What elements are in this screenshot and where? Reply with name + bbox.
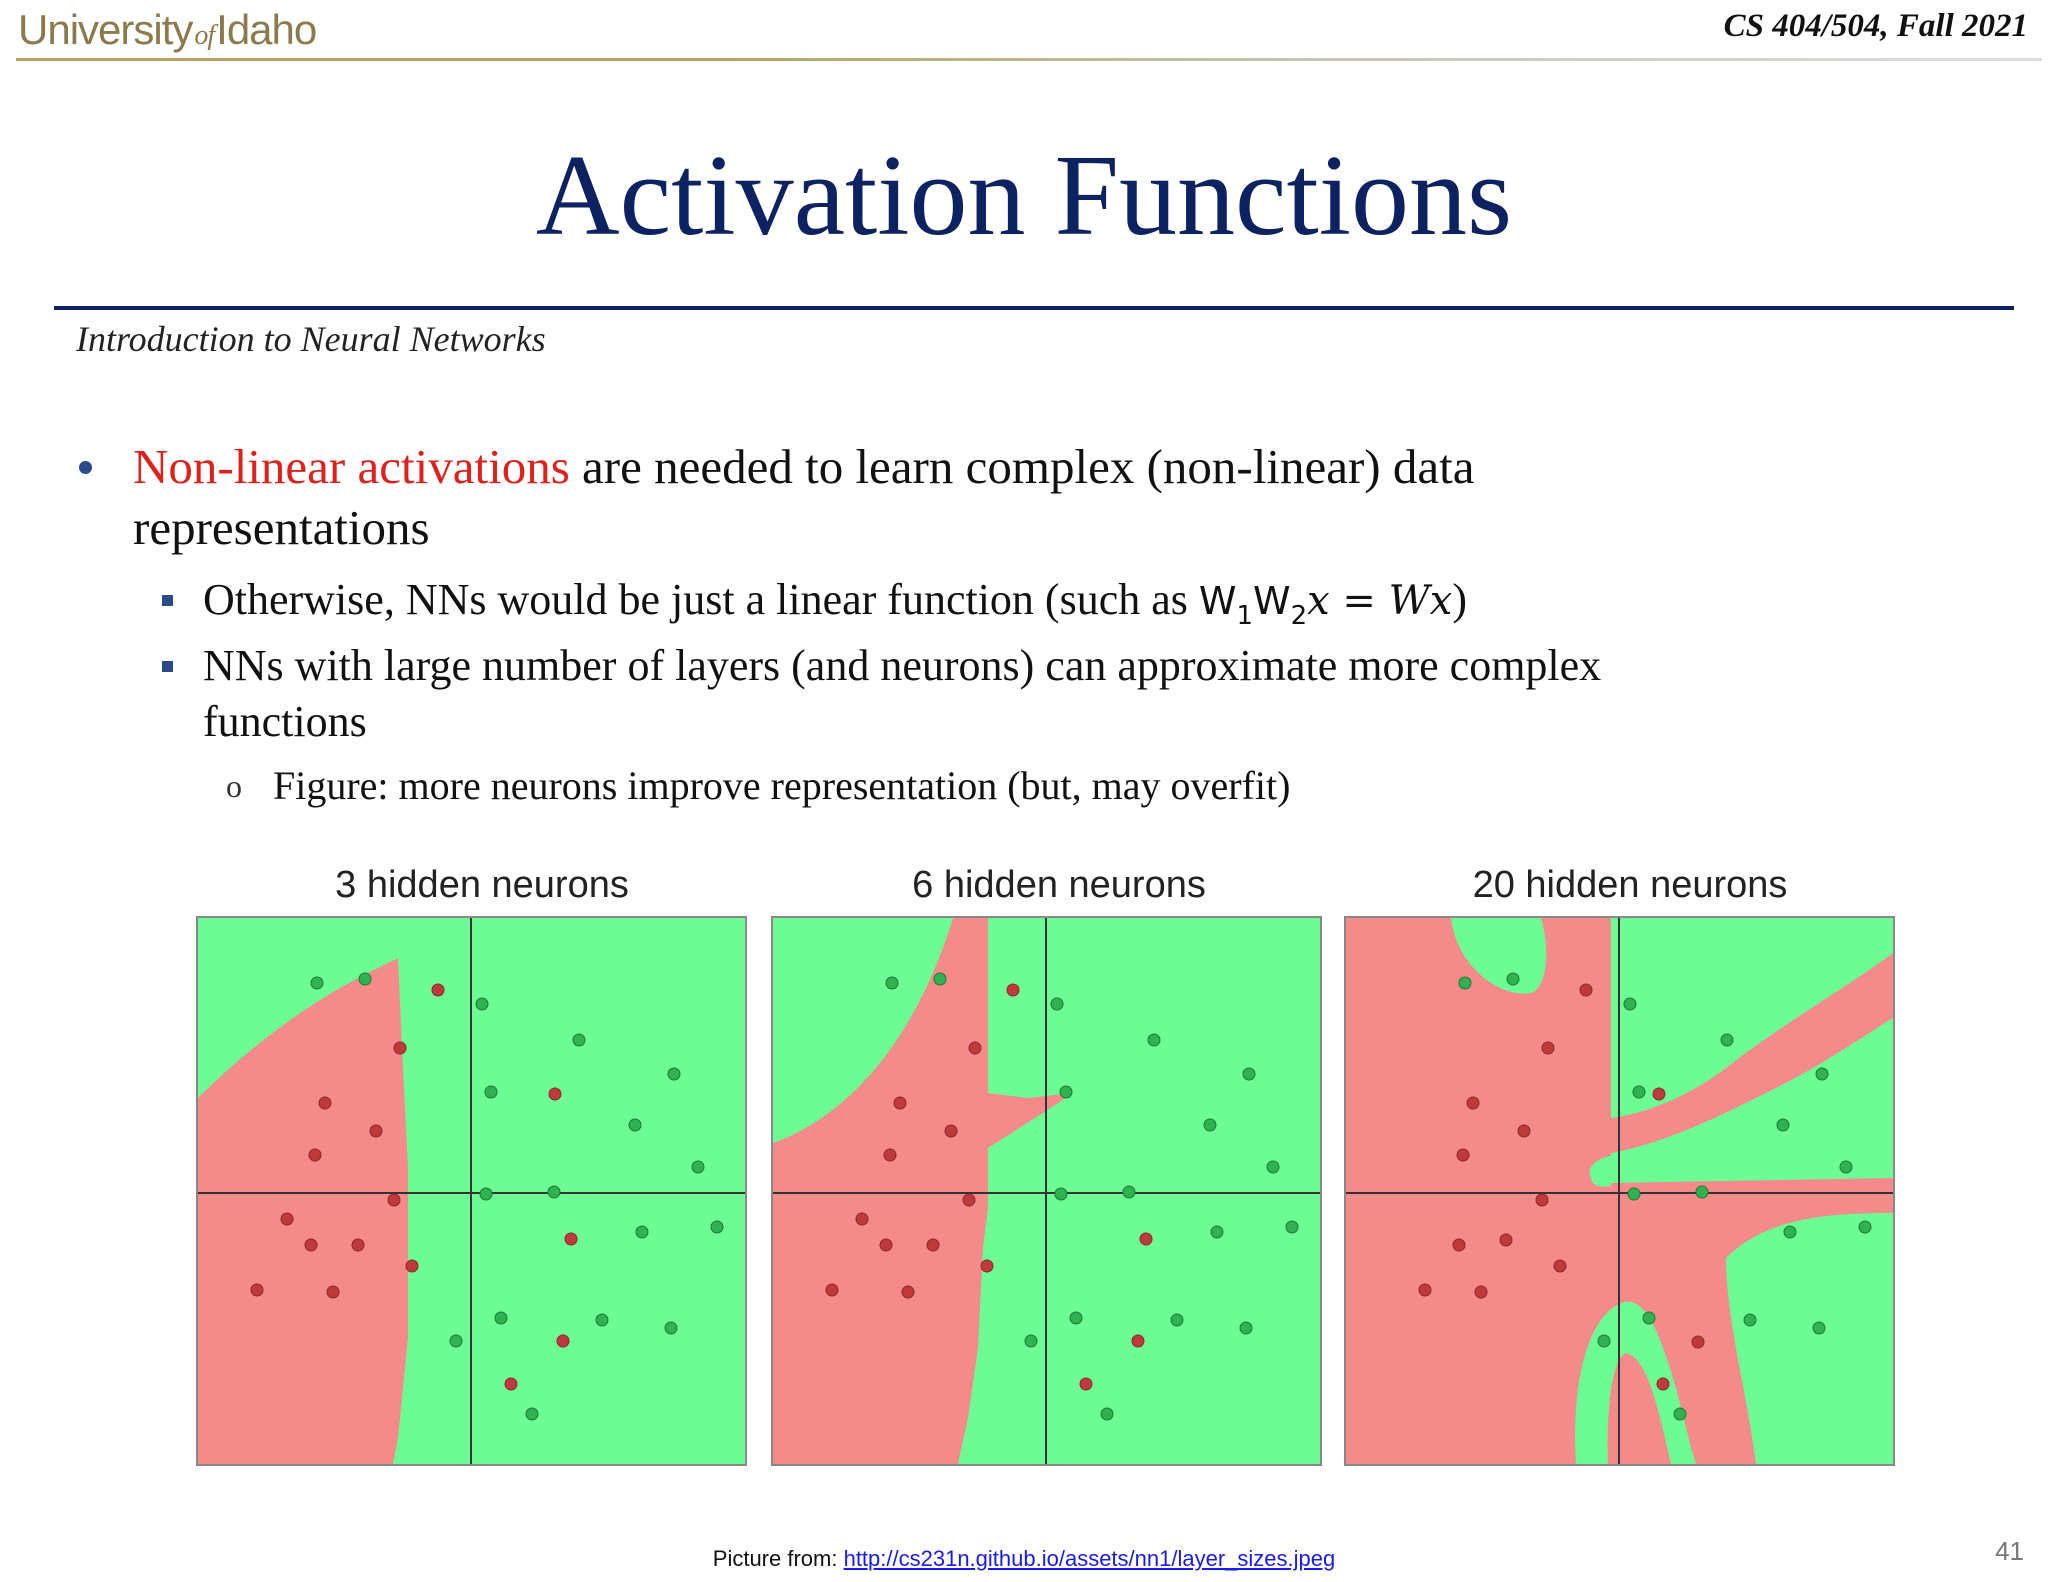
green-point xyxy=(1171,1314,1183,1326)
slide-title: Activation Functions xyxy=(535,132,1513,260)
green-point xyxy=(692,1161,704,1173)
figure-caption xyxy=(0,1546,2048,1572)
green-point xyxy=(1744,1314,1756,1326)
panel-title-20-neurons: 20 hidden neurons xyxy=(1472,864,1788,906)
green-point xyxy=(934,973,946,985)
green-point xyxy=(1813,1322,1825,1334)
green-point xyxy=(450,1335,462,1347)
green-point xyxy=(1598,1335,1610,1347)
bullet-1-line-2: representations xyxy=(133,500,430,555)
decision-boundary-svg xyxy=(1346,918,1893,1464)
university-logo xyxy=(18,6,316,54)
red-point xyxy=(927,1239,939,1251)
green-point xyxy=(495,1312,507,1324)
sub-sub-bullet-marker: o xyxy=(226,768,242,804)
red-point xyxy=(305,1239,317,1251)
green-point xyxy=(1101,1408,1113,1420)
green-point xyxy=(1784,1226,1796,1238)
green-point xyxy=(1286,1221,1298,1233)
green-point xyxy=(1633,1086,1645,1098)
red-point xyxy=(1467,1097,1479,1109)
green-point xyxy=(1243,1068,1255,1080)
decision-boundary-plot-20-neurons xyxy=(1344,916,1895,1466)
red-point xyxy=(388,1194,400,1206)
red-point xyxy=(1007,984,1019,996)
green-point xyxy=(1055,1188,1067,1200)
green-point xyxy=(1070,1312,1082,1324)
red-point xyxy=(880,1239,892,1251)
red-point xyxy=(1554,1260,1566,1272)
red-point xyxy=(1518,1125,1530,1137)
math-equation: x = Wx xyxy=(1307,578,1453,624)
panel-title-6-neurons: 6 hidden neurons xyxy=(912,864,1206,906)
green-point xyxy=(485,1086,497,1098)
title-divider xyxy=(54,306,2014,310)
green-point xyxy=(1507,973,1519,985)
red-point xyxy=(319,1097,331,1109)
red-point xyxy=(969,1042,981,1054)
red-point xyxy=(1500,1234,1512,1246)
sub-bullet-1 xyxy=(203,574,1467,631)
red-point xyxy=(327,1286,339,1298)
green-point xyxy=(1816,1068,1828,1080)
green-point xyxy=(359,973,371,985)
red-point xyxy=(981,1260,993,1272)
logo-idaho-text: Idaho xyxy=(216,6,317,53)
green-point xyxy=(668,1068,680,1080)
red-point xyxy=(352,1239,364,1251)
green-point xyxy=(1721,1034,1733,1046)
bullet-dot xyxy=(79,461,92,474)
decision-boundary-svg xyxy=(773,918,1320,1464)
sub-sub-bullet-text: Figure: more neurons improve representation (but, may overfit) xyxy=(273,763,1291,808)
green-point xyxy=(886,977,898,989)
caption-link[interactable]: http://cs231n.github.io/assets/nn1/layer_sizes.jpeg xyxy=(843,1546,1336,1571)
decision-boundary-svg xyxy=(198,918,745,1464)
green-point xyxy=(476,998,488,1010)
green-point xyxy=(1240,1322,1252,1334)
course-label: CS 404/504, Fall 2021 xyxy=(1723,8,2028,44)
green-point xyxy=(711,1221,723,1233)
red-point xyxy=(1580,984,1592,996)
red-point xyxy=(963,1194,975,1206)
red-point xyxy=(1080,1378,1092,1390)
decision-boundary-plot-6-neurons xyxy=(771,916,1322,1466)
green-point xyxy=(1148,1034,1160,1046)
red-point xyxy=(557,1335,569,1347)
sub-bullet-2-line-2: functions xyxy=(203,697,367,746)
red-point xyxy=(406,1260,418,1272)
red-point xyxy=(309,1149,321,1161)
green-point xyxy=(1643,1312,1655,1324)
red-point xyxy=(281,1213,293,1225)
red-point xyxy=(549,1088,561,1100)
sub-bullet-square xyxy=(162,661,173,672)
slide-subtitle: Introduction to Neural Networks xyxy=(76,319,546,359)
red-point xyxy=(1132,1335,1144,1347)
red-point xyxy=(1475,1286,1487,1298)
bullet-1-highlight: Non-linear activations xyxy=(133,439,570,494)
sub-bullet-2-line-1: NNs with large number of layers (and neurons) can approximate more complex xyxy=(203,641,1602,690)
red-point xyxy=(884,1149,896,1161)
sub-bullet-1-text: Otherwise, NNs would be just a linear function (such as xyxy=(203,575,1199,624)
red-point xyxy=(505,1378,517,1390)
green-point xyxy=(480,1188,492,1200)
green-point xyxy=(311,977,323,989)
red-point xyxy=(902,1286,914,1298)
bullet-1-line-1 xyxy=(133,438,1474,495)
red-point xyxy=(394,1042,406,1054)
green-point xyxy=(1859,1221,1871,1233)
red-point xyxy=(1542,1042,1554,1054)
header-divider xyxy=(16,58,2042,61)
green-point xyxy=(548,1186,560,1198)
green-point xyxy=(665,1322,677,1334)
green-point xyxy=(1204,1119,1216,1131)
green-region xyxy=(1726,1213,1893,1464)
red-point xyxy=(856,1213,868,1225)
red-point xyxy=(1657,1378,1669,1390)
red-point xyxy=(1453,1239,1465,1251)
green-point xyxy=(1840,1161,1852,1173)
red-point xyxy=(1536,1194,1548,1206)
green-point xyxy=(1459,977,1471,989)
red-point xyxy=(1140,1233,1152,1245)
red-point xyxy=(251,1284,263,1296)
green-point xyxy=(596,1314,608,1326)
caption-prefix: Picture from: xyxy=(712,1546,844,1571)
green-point xyxy=(1051,998,1063,1010)
red-point xyxy=(945,1125,957,1137)
green-point xyxy=(1267,1161,1279,1173)
decision-boundary-plot-3-neurons xyxy=(196,916,747,1466)
page-number: 41 xyxy=(1995,1536,2024,1566)
red-point xyxy=(1419,1284,1431,1296)
green-point xyxy=(1025,1335,1037,1347)
math-w1: W xyxy=(1198,579,1237,623)
red-point xyxy=(1692,1336,1704,1348)
green-point xyxy=(1777,1119,1789,1131)
green-point xyxy=(1628,1188,1640,1200)
red-point xyxy=(826,1284,838,1296)
green-point xyxy=(629,1119,641,1131)
math-sub1: 1 xyxy=(1236,600,1254,631)
sub-bullet-square xyxy=(162,595,173,606)
red-point xyxy=(894,1097,906,1109)
red-point xyxy=(370,1125,382,1137)
logo-of-text: of xyxy=(194,20,215,51)
red-point xyxy=(1653,1088,1665,1100)
green-point xyxy=(1624,998,1636,1010)
red-point xyxy=(565,1233,577,1245)
red-point xyxy=(432,984,444,996)
red-point xyxy=(1457,1149,1469,1161)
math-sub2: 2 xyxy=(1290,600,1308,631)
panel-title-3-neurons: 3 hidden neurons xyxy=(335,864,629,906)
math-w2: W xyxy=(1253,579,1291,623)
logo-university-text: University xyxy=(18,6,193,53)
green-point xyxy=(1060,1086,1072,1098)
green-point xyxy=(1674,1408,1686,1420)
green-point xyxy=(1211,1226,1223,1238)
green-point xyxy=(526,1408,538,1420)
green-point xyxy=(1123,1186,1135,1198)
green-point xyxy=(573,1034,585,1046)
green-point xyxy=(1696,1186,1708,1198)
math-close-paren: ) xyxy=(1452,575,1467,624)
green-point xyxy=(636,1226,648,1238)
bullet-1-rest: are needed to learn complex (non-linear) data xyxy=(569,439,1475,494)
